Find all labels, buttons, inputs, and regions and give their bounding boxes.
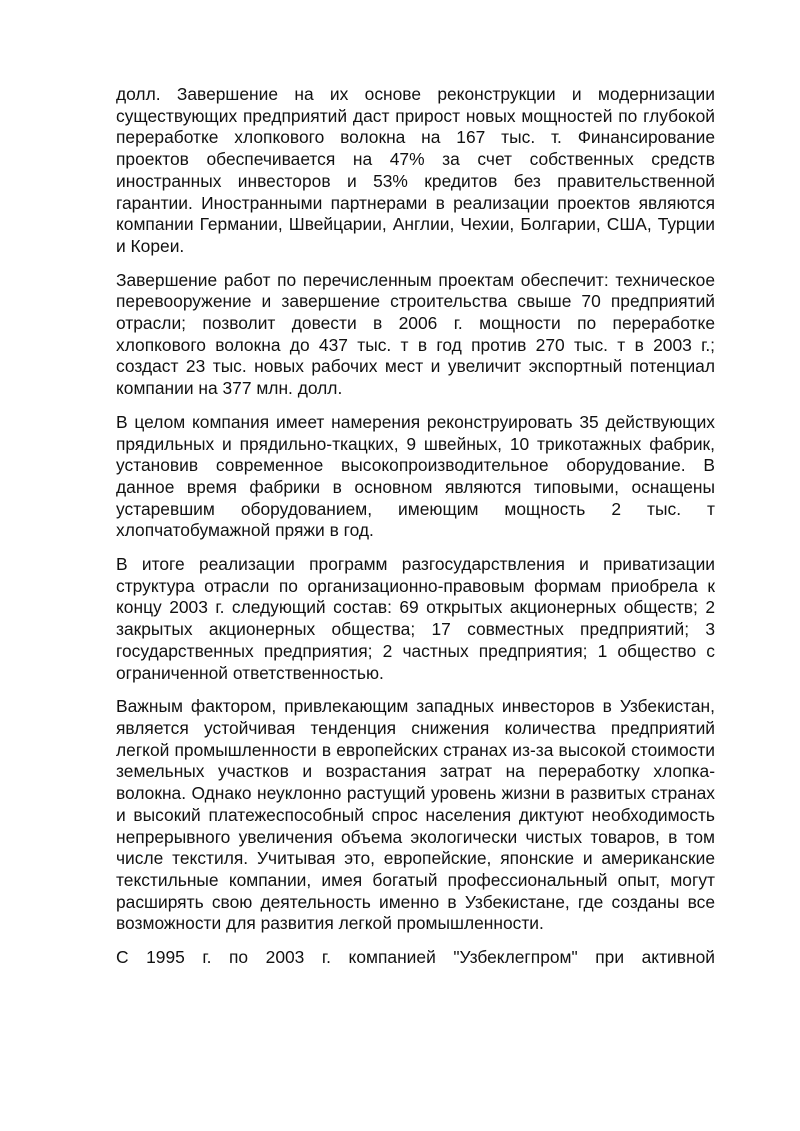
paragraph-project-results: Завершение работ по перечисленным проектам обеспечит: техническое перевооружение и завершение строительства свыше 70 предприятий отрасли; позволит довести в 2006 г. мощности по переработке хлопкового волокна до 437 тыс. т в год против 270 тыс. т в 2003 г.; создаст 23 тыс. новых рабочих мест и увеличит экспортный потенциал компании на 377 млн. долл. (116, 269, 715, 399)
document-page (116, 84, 715, 981)
paragraph-investment-financing: долл. Завершение на их основе реконструкции и модернизации существующих предприятий даст прирост новых мощностей по глубокой переработке хлопкового волокна на 167 тыс. т. Финансирование проектов обеспечивается на 47% за счет собственных средств иностранных инвесторов и 53% кредитов без правительственной гарантии. Иностранными партнерами в реализации проектов являются компании Германии, Швейцарии, Англии, Чехии, Болгарии, США, Турции и Кореи. (116, 84, 715, 256)
paragraph-industry-structure: В итоге реализации программ разгосударствления и приватизации структура отрасли по организационно-правовым формам приобрела к концу 2003 г. следующий состав: 69 открытых акционерных обществ; 2 закрытых акционерных общества; 17 совместных предприятий; 3 государственных предприятия; 2 частных предприятия; 1 общество с ограниченной ответственностью. (116, 554, 715, 683)
paragraph-continuation: С 1995 г. по 2003 г. компанией "Узбеклегпром" при активной (116, 947, 715, 968)
paragraph-investor-factors: Важным фактором, привлекающим западных инвесторов в Узбекистан, является устойчивая тенденция снижения количества предприятий легкой промышленности в европейских странах из-за высокой стоимости земельных участков и возрастания затрат на переработку хлопка-волокна. Однако неуклонно растущий уровень жизни в развитых странах и высокий платежеспособный спрос населения диктуют необходимость непрерывного увеличения объема экологически чистых товаров, в том числе текстиля. Учитывая это, европейские, японские и американские текстильные компании, имея богатый профессиональный опыт, могут расширять свою деятельность именно в Узбекистане, где созданы все возможности для развития легкой промышленности. (116, 696, 715, 934)
paragraph-reconstruction-plans: В целом компания имеет намерения реконструировать 35 действующих прядильных и прядильно-ткацких, 9 швейных, 10 трикотажных фабрик, установив современное высокопроизводительное оборудование. В данное время фабрики в основном являются типовыми, оснащены устаревшим оборудованием, имеющим мощность 2 тыс. т хлопчатобумажной пряжи в год. (116, 411, 715, 541)
